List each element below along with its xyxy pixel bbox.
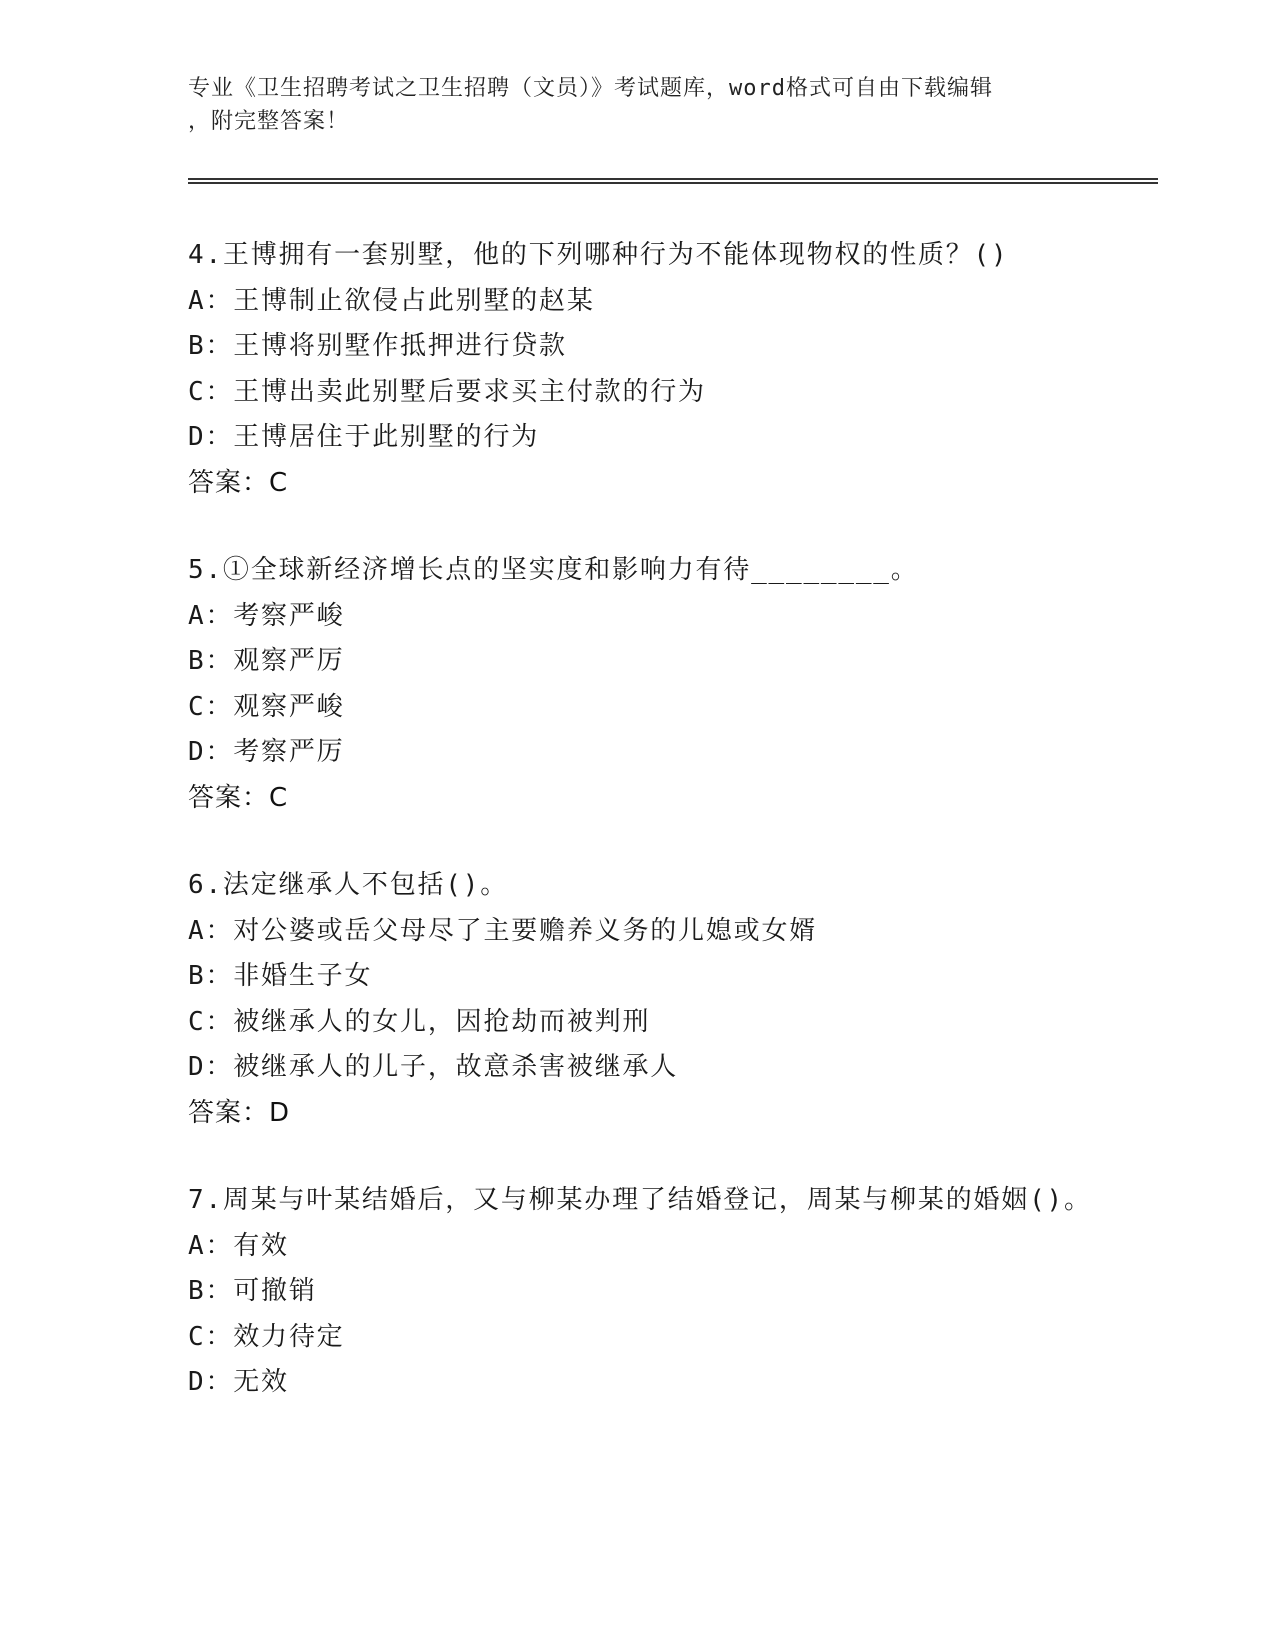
- header-line-1: 专业《卫生招聘考试之卫生招聘（文员）》考试题库，word格式可自由下载编辑: [188, 76, 993, 101]
- option-a: A：考察严峻: [188, 600, 345, 631]
- option-a: A：王博制止欲侵占此别墅的赵某: [188, 285, 595, 316]
- option-c: C：被继承人的女儿，因抢劫而被判刑: [188, 1006, 651, 1037]
- option-b: B：非婚生子女: [188, 961, 373, 991]
- document-header: [188, 72, 1088, 138]
- question-7: [188, 1178, 1138, 1406]
- header-line-2: ，附完整答案！: [188, 109, 350, 134]
- option-d: D：王博居住于此别墅的行为: [188, 422, 540, 452]
- question-6: [188, 863, 1138, 1136]
- question-stem: 4.王博拥有一套别墅，他的下列哪种行为不能体现物权的性质？(): [188, 240, 1009, 270]
- option-c: C：效力待定: [188, 1321, 345, 1352]
- header-double-rule: [188, 178, 1158, 184]
- option-d: D：考察严厉: [188, 737, 345, 767]
- question-stem: 5.①全球新经济增长点的坚实度和影响力有待________。: [188, 555, 919, 585]
- option-d: D：无效: [188, 1367, 289, 1397]
- option-c: C：观察严峻: [188, 691, 345, 722]
- option-a: A：有效: [188, 1230, 289, 1261]
- answer-line: 答案：C: [188, 467, 289, 498]
- answer-line: 答案：D: [188, 1097, 291, 1128]
- question-stem: 7.周某与叶某结婚后，又与柳某办理了结婚登记，周某与柳某的婚姻()。: [188, 1185, 1092, 1215]
- option-b: B：可撤销: [188, 1276, 317, 1306]
- question-stem: 6.法定继承人不包括()。: [188, 870, 509, 900]
- option-d: D：被继承人的儿子，故意杀害被继承人: [188, 1052, 679, 1082]
- question-4: [188, 233, 1138, 506]
- option-c: C：王博出卖此别墅后要求买主付款的行为: [188, 376, 706, 407]
- question-list: [188, 233, 1138, 1448]
- option-b: B：观察严厉: [188, 646, 345, 676]
- option-b: B：王博将别墅作抵押进行贷款: [188, 331, 567, 361]
- option-a: A：对公婆或岳父母尽了主要赡养义务的儿媳或女婿: [188, 915, 818, 946]
- answer-line: 答案：C: [188, 782, 289, 813]
- question-5: [188, 548, 1138, 821]
